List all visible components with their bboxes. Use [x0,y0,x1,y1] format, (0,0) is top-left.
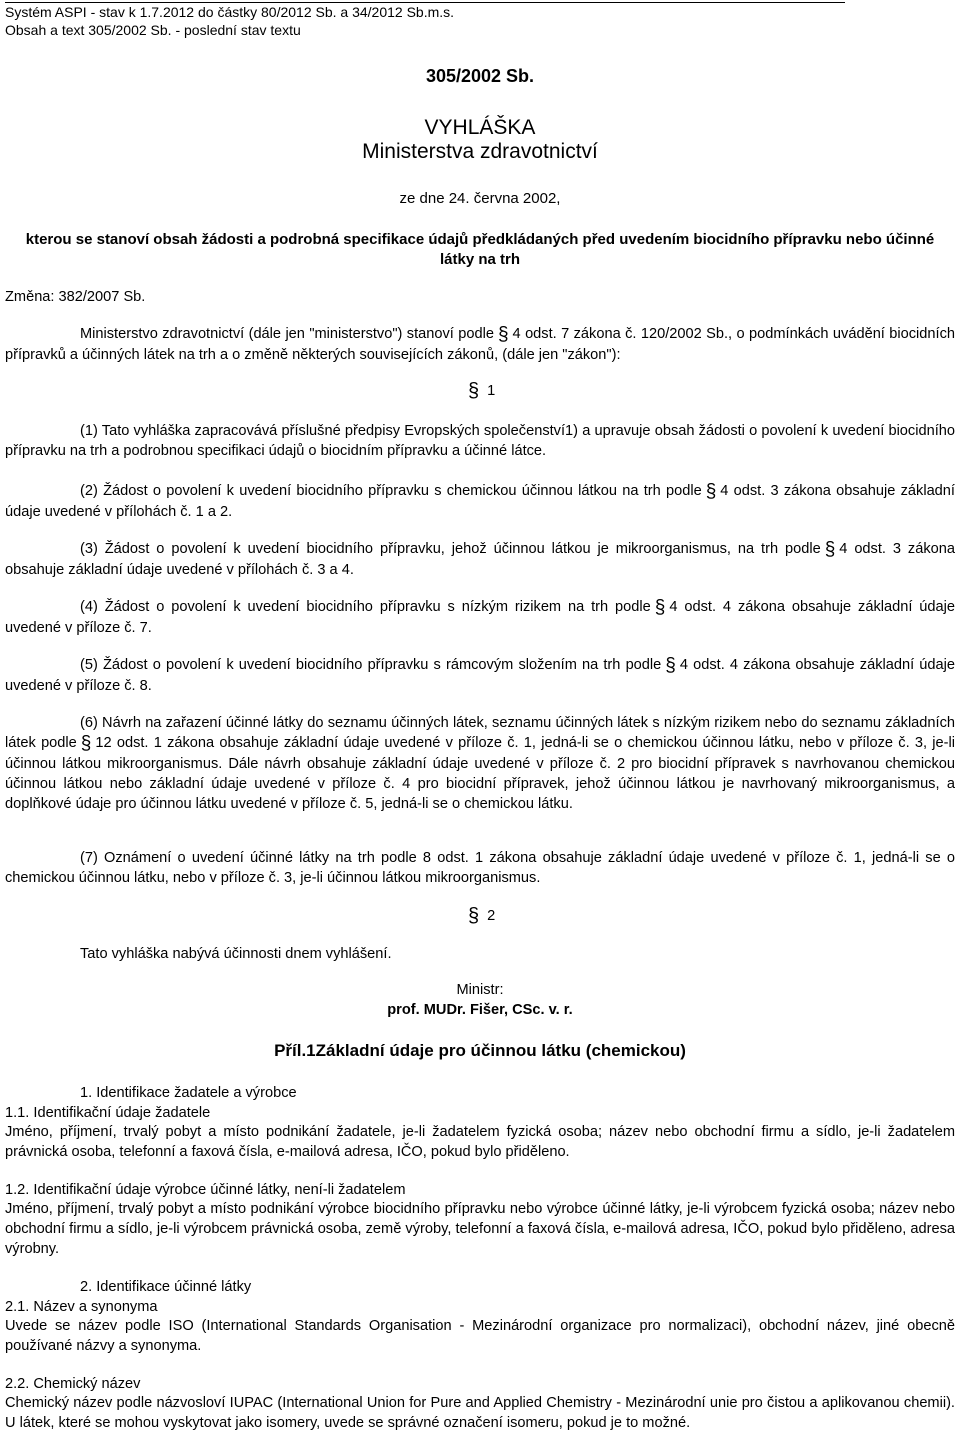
annex-text-1-2: Jméno, příjmení, trvalý pobyt a místo podnikání výrobce biocidního přípravku nebo výrobce účinné látky, je-li výrobcem fyzická osoba; název nebo obchodní firmu a sídlo, je-li výrobcem právnická osoba, země výroby, telefonní a faxová čísla, e-mailová adresa, IČO, pokud bylo přiděleno, adresa výrobny. [5,1201,955,1257]
document-date: ze dne 24. června 2002, [399,190,561,207]
annex-heading-2-1: 2.1. Název a synonyma [5,1299,158,1315]
section-sign-icon: § [654,597,666,618]
document-subject: kterou se stanoví obsah žádosti a podrobná specifikace údajů předkládaných před uvedením biocidního přípravku nebo účinné látky na trh [25,231,935,268]
header-line-1: Systém ASPI - stav k 1.7.2012 do částky 80/2012 Sb. a 34/2012 Sb.m.s. [5,4,455,20]
section-sign-icon: § [665,655,676,676]
annex-heading-1-1: 1.1. Identifikační údaje žadatele [5,1105,211,1121]
section-2-number: 2 [487,908,496,924]
paragraph-6 [5,713,955,814]
annex-heading-2: 2. Identifikace účinné látky [80,1279,252,1295]
paragraph-5 [5,655,955,696]
signature-name: prof. MUDr. Fišer, CSc. v. r. [387,1002,573,1018]
system-header [5,3,454,39]
annex-heading-2-2: 2.2. Chemický název [5,1376,141,1392]
paragraph-4-part-b: 4 odst. 4 zákona obsahuje základní údaje uvedené v příloze č. 7. [5,599,956,636]
paragraph-1: (1) Tato vyhláška zapracovává příslušné předpisy Evropských společenství1) a upravuje obsah žádosti o povolení k uvedení biocidního přípravku na trh a podrobnou specifikaci údajů o biocidním přípravku a účinné látce. [5,423,955,459]
section-sign-icon: § [705,481,717,502]
effect-clause: Tato vyhláška nabývá účinnosti dnem vyhlášení. [80,946,392,962]
annex-title: Příl.1Základní údaje pro účinnou látku (chemickou) [274,1041,686,1060]
section-sign-icon: § [497,324,509,345]
document-number: 305/2002 Sb. [425,66,535,86]
paragraph-6-part-b: 12 odst. 1 zákona obsahuje základní údaje uvedené v příloze č. 1, jedná-li se o chemickou účinnou látku, nebo v příloze č. 3, je-li účinnou látkou mikroorganismus. Dále návrh obsahuje základní údaje uvedené v příloze č. 2 pro biocidní přípravek s navrhovanou chemickou účinnou látkou nebo základní údaje uvedené v příloze č. 4 pro biocidní přípravek, jehož účinnou látkou je navrhovaný mikroorganismus, a doplňkové údaje pro účinnou látku uvedené v příloze č. 5, jedná-li se o chemickou látku. [5,735,955,812]
paragraph-2 [5,481,955,522]
paragraph-2-part-a: (2) Žádost o povolení k uvedení biocidního přípravku s chemickou účinnou látkou na trh podle [80,483,702,499]
section-2-heading [468,905,495,928]
paragraph-3-part-b: 4 odst. 3 zákona obsahuje základní údaje uvedené v přílohách č. 3 a 4. [5,541,955,578]
annex-heading-1-2: 1.2. Identifikační údaje výrobce účinné látky, není-li žadatelem [5,1182,406,1198]
paragraph-5-part-b: 4 odst. 4 zákona obsahuje základní údaje uvedené v příloze č. 8. [5,657,956,694]
paragraph-4-part-a: (4) Žádost o povolení k uvedení biocidního přípravku s nízkým rizikem na trh podle [80,599,651,615]
paragraph-4 [5,597,955,638]
document-type: VYHLÁŠKA [424,116,536,139]
preamble-part-b: 4 odst. 7 zákona č. 120/2002 Sb., o podmínkách uvádění biocidních přípravků a účinných látek na trh a o změně některých souvisejících zákonů, (dále jen "zákon"): [5,326,955,363]
section-sign-icon: § [468,905,480,927]
preamble-text [5,324,955,365]
annex-text-2-2: Chemický název podle názvosloví IUPAC (International Union for Pure and Applied Chemistry - Mezinárodní unie pro čistou a aplikovanou chemii). U látek, které se mohou vyskytovat jako isomery, uvede se správné označení isomeru, pokud je to možné. [5,1395,955,1431]
paragraph-2-part-b: 4 odst. 3 zákona obsahuje základní údaje uvedené v přílohách č. 1 a 2. [5,483,955,520]
preamble-part-a: Ministerstvo zdravotnictví (dále jen "ministerstvo") stanoví podle [80,326,494,342]
annex-heading-1: 1. Identifikace žadatele a výrobce [80,1085,297,1101]
section-sign-icon: § [824,539,836,560]
header-line-2: Obsah a text 305/2002 Sb. - poslední stav textu [5,22,301,38]
section-1-heading [468,380,495,403]
document-authority: Ministerstva zdravotnictví [362,140,598,163]
paragraph-3 [5,539,955,580]
amendment-note: Změna: 382/2007 Sb. [5,289,146,305]
paragraph-7: (7) Oznámení o uvedení účinné látky na trh podle 8 odst. 1 zákona obsahuje základní údaje uvedené v příloze č. 1, jedná-li se o chemickou účinnou látku, nebo v příloze č. 3, je-li účinnou látkou mikroorganismus. [5,850,955,886]
section-sign-icon: § [468,380,480,402]
section-sign-icon: § [80,733,92,754]
section-1-number: 1 [487,383,496,399]
paragraph-3-part-a: (3) Žádost o povolení k uvedení biocidního přípravku, jehož účinnou látkou je mikroorganismus, na trh podle [80,541,821,557]
paragraph-5-part-a: (5) Žádost o povolení k uvedení biocidního přípravku s rámcovým složením na trh podle [80,657,662,673]
signature-role: Ministr: [456,982,504,998]
annex-text-2-1: Uvede se název podle ISO (International Standards Organisation - Mezinárodní organizace pro normalizaci), obchodní název, jiné obecně používané názvy a synonyma. [5,1318,955,1354]
paragraph-6-part-a: (6) Návrh na zařazení účinné látky do seznamu účinných látek, seznamu účinných látek s nízkým rizikem nebo do seznamu základních látek podle [5,715,955,751]
annex-text-1-1: Jméno, příjmení, trvalý pobyt a místo podnikání žadatele, je-li žadatelem fyzická osoba; název nebo obchodní firmu a sídlo, je-li žadatelem právnická osoba, telefonní a faxová čísla, e-mailová adresa, IČO, pokud bylo přiděleno. [5,1124,955,1160]
preamble [5,324,955,365]
